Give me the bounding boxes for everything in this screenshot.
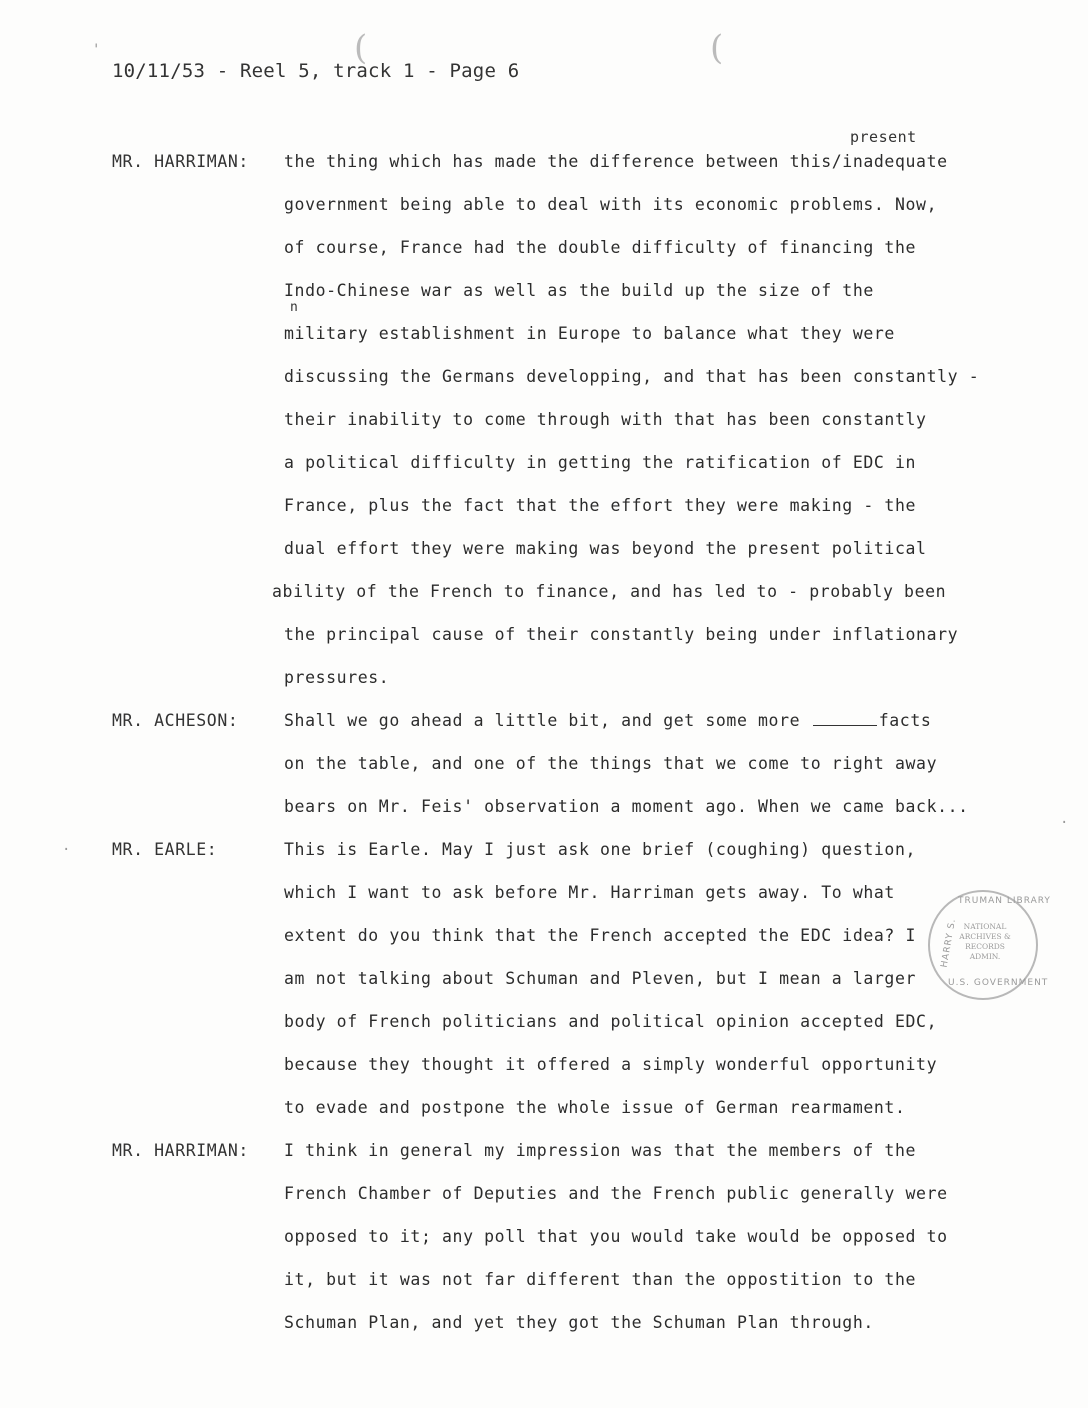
stamp-ring-top: TRUMAN LIBRARY <box>958 896 1051 906</box>
transcript-line: it, but it was not far different than the oppostition to the <box>284 1270 917 1289</box>
stamp-line: NATIONAL <box>963 922 1007 931</box>
transcript-line: opposed to it; any poll that you would take would be opposed to <box>284 1227 948 1246</box>
stamp-center-text <box>952 922 1018 962</box>
stamp-ring-bottom: U.S. GOVERNMENT <box>948 978 1049 988</box>
transcript-line: ability of the French to finance, and has led to - probably been <box>272 582 947 601</box>
transcript-line: extent do you think that the French accepted the EDC idea? I <box>284 926 917 945</box>
transcript-line: which I want to ask before Mr. Harriman gets away. To what <box>284 883 895 902</box>
transcript-line: the principal cause of their constantly being under inflationary <box>284 625 959 644</box>
margin-mark: · <box>1060 815 1069 831</box>
stamp-line: ARCHIVES & <box>959 932 1011 941</box>
transcript-line: the thing which has made the difference between this/inadequate <box>284 152 948 171</box>
transcript-line: Schuman Plan, and yet they got the Schuman Plan through. <box>284 1313 874 1332</box>
transcript-line: discussing the Germans developping, and that has been constantly - <box>284 367 980 386</box>
transcript-line: I think in general my impression was that the members of the <box>284 1141 917 1160</box>
transcript-line: dual effort they were making was beyond the present political <box>284 539 927 558</box>
margin-mark: ' <box>92 42 101 58</box>
transcript-line <box>284 711 931 730</box>
handwritten-insertion: n <box>290 300 299 315</box>
speaker-label: MR. ACHESON: <box>112 711 239 730</box>
line-text: Shall we go ahead a little bit, and get some more <box>284 711 801 730</box>
transcript-line: Indo-Chinese war as well as the build up the size of the <box>284 281 874 300</box>
transcript-line: This is Earle. May I just ask one brief (coughing) question, <box>284 840 917 859</box>
transcript-line: a political difficulty in getting the ratification of EDC in <box>284 453 917 472</box>
speaker-label: MR. EARLE: <box>112 840 218 859</box>
stamp-ring-left: HARRY S. <box>939 917 959 969</box>
transcript-line: military establishment in Europe to balance what they were <box>284 324 895 343</box>
line-text: facts <box>878 711 932 730</box>
margin-mark: · <box>62 842 71 858</box>
transcript-line: am not talking about Schuman and Pleven, but I mean a larger <box>284 969 917 988</box>
transcript-line: body of French politicians and political opinion accepted EDC, <box>284 1012 938 1031</box>
stamp-line: RECORDS <box>965 942 1005 951</box>
page-header: 10/11/53 - Reel 5, track 1 - Page 6 <box>112 60 520 82</box>
transcript-line: on the table, and one of the things that we come to right away <box>284 754 938 773</box>
punch-hole-mark: ( <box>354 28 368 68</box>
stamp-line: ADMIN. <box>969 952 1001 961</box>
transcript-line: government being able to deal with its economic problems. Now, <box>284 195 938 214</box>
archive-stamp <box>928 890 1051 1000</box>
speaker-label: MR. HARRIMAN: <box>112 1141 249 1160</box>
transcript-line: French Chamber of Deputies and the French public generally were <box>284 1184 948 1203</box>
punch-hole-mark: ( <box>710 28 724 68</box>
handwritten-insertion: present <box>850 128 917 146</box>
transcript-line: bears on Mr. Feis' observation a moment ago. When we came back... <box>284 797 969 816</box>
transcript-line: their inability to come through with that has been constantly <box>284 410 927 429</box>
transcript-line: pressures. <box>284 668 390 687</box>
transcript-line: of course, France had the double difficulty of financing the <box>284 238 917 257</box>
transcript-line: to evade and postpone the whole issue of German rearmament. <box>284 1098 906 1117</box>
blank-underline <box>813 725 877 726</box>
speaker-label: MR. HARRIMAN: <box>112 152 249 171</box>
transcript-line: because they thought it offered a simply wonderful opportunity <box>284 1055 938 1074</box>
transcript-line: France, plus the fact that the effort they were making - the <box>284 496 917 515</box>
